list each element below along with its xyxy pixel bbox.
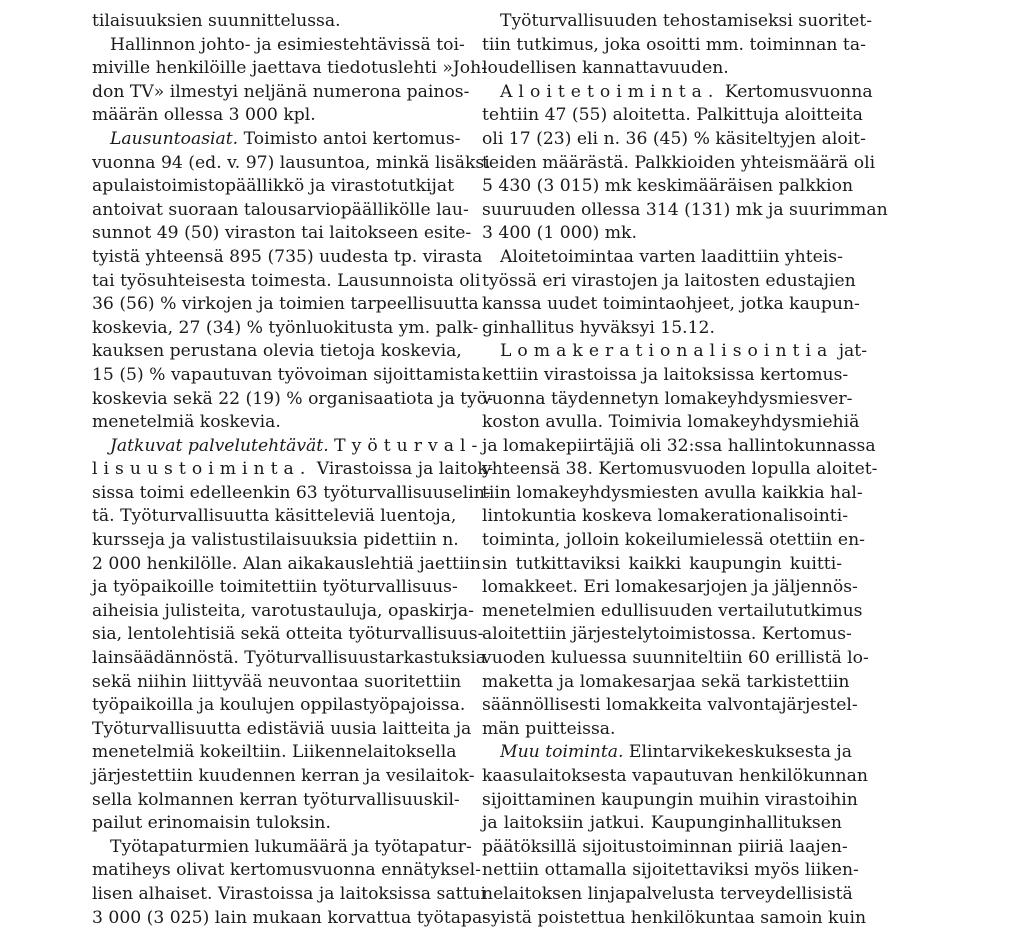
text-line: kaasulaitoksesta vapautuvan henkilökunnan (482, 766, 868, 786)
left-column-body (92, 10, 494, 930)
text-line: lintokuntia koskeva lomakerationalisointi- (482, 506, 849, 527)
text-line (482, 81, 873, 105)
text-line (482, 340, 868, 364)
text-line: Työturvallisuutta edistäviä uusia laitteita ja (92, 718, 472, 739)
text-line: aloitettiin järjestelytoimistossa. Kertomus- (482, 624, 852, 645)
text-line: sijoittaminen kaupungin muihin virastoihin (482, 789, 858, 810)
text-run: Virastoissa ja laitok- (311, 459, 494, 480)
text-line: teiden määrästä. Palkkioiden yhteismäärä oli (482, 152, 876, 173)
text-line: sissa toimi edelleenkin 63 työturvallisuuselin- (92, 482, 491, 503)
text-line: syistä poistettua henkilökuntaa samoin kuin (482, 907, 867, 928)
text-line: sekä niihin liittyvää neuvontaa suoritettiin (92, 671, 462, 692)
text-line: antoivat suoraan talousarviopäällikölle lau- (92, 199, 469, 220)
text-line: maketta ja lomakesarjaa sekä tarkistettiin (482, 671, 850, 692)
text-line: 36 (56) % virkojen ja toimien tarpeellisuutta (92, 294, 479, 315)
text-line: tai työsuhteisesta toimesta. Lausunnoista oli (92, 270, 481, 291)
text-line: ginhallitus hyväksyi 15.12. (482, 317, 715, 338)
text-line: aiheisia julisteita, varotustauluja, opaskirja- (92, 600, 474, 621)
text-line: kettiin virastoissa ja laitoksissa kertomus- (482, 364, 849, 385)
text-line: tyistä yhteensä 895 (735) uudesta tp. virasta (92, 246, 483, 267)
text-line: kursseja ja valistustilaisuuksia pidettiin n. (92, 530, 459, 551)
section-heading-muu-toiminta: Muu toiminta. (500, 742, 624, 763)
text-line: don TV» ilmestyi neljänä numerona painos- (92, 81, 470, 102)
text-line: nelaitoksen linjapalvelusta terveydellisistä (482, 883, 853, 904)
text-line: sin tutkittaviksi kaikki kaupungin kuitti- (482, 553, 842, 574)
text-line: toiminta, jolloin kokeilumielessä otettiin en- (482, 530, 865, 551)
text-line: lisen alhaiset. Virastoissa ja laitoksissa sattui (92, 883, 486, 904)
text-line: ja lomakepiirtäjiä oli 32:ssa hallintokunnassa (482, 435, 876, 456)
text-line: loudellisen kannattavuuden. (482, 58, 729, 79)
text-line: tä. Työturvallisuutta käsitteleviä luentoja, (92, 506, 457, 527)
text-line: työssä eri virastojen ja laitosten edustajien (482, 270, 856, 291)
text-line: menetelmiä kokeiltiin. Liikennelaitoksella (92, 742, 457, 763)
text-line: tehtiin 47 (55) aloitetta. Palkittuja aloitteita (482, 105, 863, 126)
text-line: menetelmien edullisuuden vertailututkimus (482, 600, 863, 621)
text-run: jat- (838, 341, 868, 362)
text-line (482, 741, 852, 765)
text-line: ja laitoksiin jatkui. Kaupunginhallituksen (482, 813, 842, 834)
text-line: ja työpaikoille toimitettiin työturvallisuus- (92, 577, 458, 598)
text-line: suuruuden ollessa 314 (131) mk ja suurimman (482, 199, 888, 220)
text-line: 3 400 (1 000) mk. (482, 223, 637, 244)
text-line: Hallinnon johto- ja esimiestehtävissä toi- (110, 34, 465, 55)
text-run: Elintarvikekeskuksesta ja (623, 742, 852, 763)
text-run: Kertomusvuonna (719, 81, 873, 102)
text-line: lomakkeet. Eri lomakesarjojen ja jäljennös- (482, 577, 858, 598)
text-line: työpaikoilla ja koulujen oppilastyöpajoissa. (92, 695, 466, 716)
text-line: 3 000 (3 025) lain mukaan korvattua työtapa- (92, 907, 489, 928)
right-column-body (482, 10, 888, 930)
text-line: sunnot 49 (50) viraston tai laitokseen esite- (92, 223, 472, 244)
text-line: kanssa uudet toimintaohjeet, jotka kaupun- (482, 294, 860, 315)
text-line: 2 000 henkilölle. Alan aikakauslehtiä jaettiin (92, 553, 481, 574)
text-line: menetelmiä koskevia. (92, 412, 281, 433)
text-line: miville henkilöille jaettava tiedotuslehti »Joh- (92, 58, 488, 79)
text-line: Työturvallisuuden tehostamiseksi suoritet- (500, 11, 873, 31)
text-line: järjestettiin kuudennen kerran ja vesilaitok- (92, 766, 475, 786)
text-line: sella kolmannen kerran työturvallisuuskil- (92, 789, 460, 810)
section-heading-jatkuvat-palvelutehtavat: Jatkuvat palvelutehtävät. (110, 435, 329, 456)
subheading-tyoturvallisuustoiminta-part2: lisuustoiminta. (92, 459, 312, 480)
text-line: pailut erinomaisin tuloksin. (92, 813, 331, 834)
subheading-lomakerationalisointia: Lomakerationalisointia (500, 341, 834, 362)
text-line: oli 17 (23) eli n. 36 (45) % käsiteltyjen aloit- (482, 128, 866, 149)
text-line: koston avulla. Toimivia lomakeyhdysmiehiä (482, 412, 860, 433)
text-line: vuonna 94 (ed. v. 97) lausuntoa, minkä lisäksi (92, 152, 490, 173)
text-line: määrän ollessa 3 000 kpl. (92, 105, 316, 126)
text-line: tilaisuuksien suunnittelussa. (92, 11, 341, 31)
text-line: nettiin ottamalla sijoitettaviksi myös liiken- (482, 860, 859, 881)
text-line: lainsäädännöstä. Työturvallisuustarkastuksia (92, 648, 487, 669)
text-line: män puitteissa. (482, 718, 616, 739)
text-line: Työtapaturmien lukumäärä ja työtapatur- (110, 836, 472, 857)
section-heading-lausuntoasiat: Lausuntoasiat. (110, 128, 239, 149)
text-line: koskevia sekä 22 (19) % organisaatiota ja työ- (92, 388, 493, 409)
text-line: 5 430 (3 015) mk keskimääräisen palkkion (482, 176, 854, 197)
text-line: kauksen perustana olevia tietoja koskevia, (92, 341, 462, 362)
text-line: matiheys olivat kertomusvuonna ennätyksel- (92, 860, 481, 881)
text-run: Toimisto antoi kertomus- (238, 128, 461, 149)
text-line: päätöksillä sijoitustoiminnan piiriä laajen- (482, 836, 848, 857)
text-line: 15 (5) % vapautuvan työvoiman sijoittamista (92, 364, 481, 385)
text-line: sia, lentolehtisiä sekä otteita työturvallisuus- (92, 624, 484, 645)
text-line: tiin lomakeyhdysmiesten avulla kaikkia hal- (482, 482, 863, 503)
text-line: Aloitetoimintaa varten laadittiin yhteis- (500, 246, 843, 267)
text-line (92, 435, 484, 459)
text-line: koskevia, 27 (34) % työnluokitusta ym. palk- (92, 317, 479, 338)
text-line: yhteensä 38. Kertomusvuoden lopulla aloitet- (482, 459, 878, 480)
text-line (92, 458, 494, 482)
text-line: apulaistoimistopäällikkö ja virastotutkijat (92, 176, 454, 197)
subheading-aloitetoiminta: Aloitetoiminta. (500, 81, 720, 102)
text-line: tiin tutkimus, joka osoitti mm. toiminnan ta- (482, 34, 866, 55)
text-line: säännöllisesti lomakkeita valvontajärjestel- (482, 695, 858, 716)
text-line: vuoden kuluessa suunniteltiin 60 erillistä lo- (482, 648, 869, 669)
text-line: vuonna täydennetyn lomakeyhdysmiesver- (482, 388, 853, 409)
subheading-tyoturvallisuustoiminta-part1: Työturval- (334, 435, 484, 456)
text-line (92, 128, 461, 152)
